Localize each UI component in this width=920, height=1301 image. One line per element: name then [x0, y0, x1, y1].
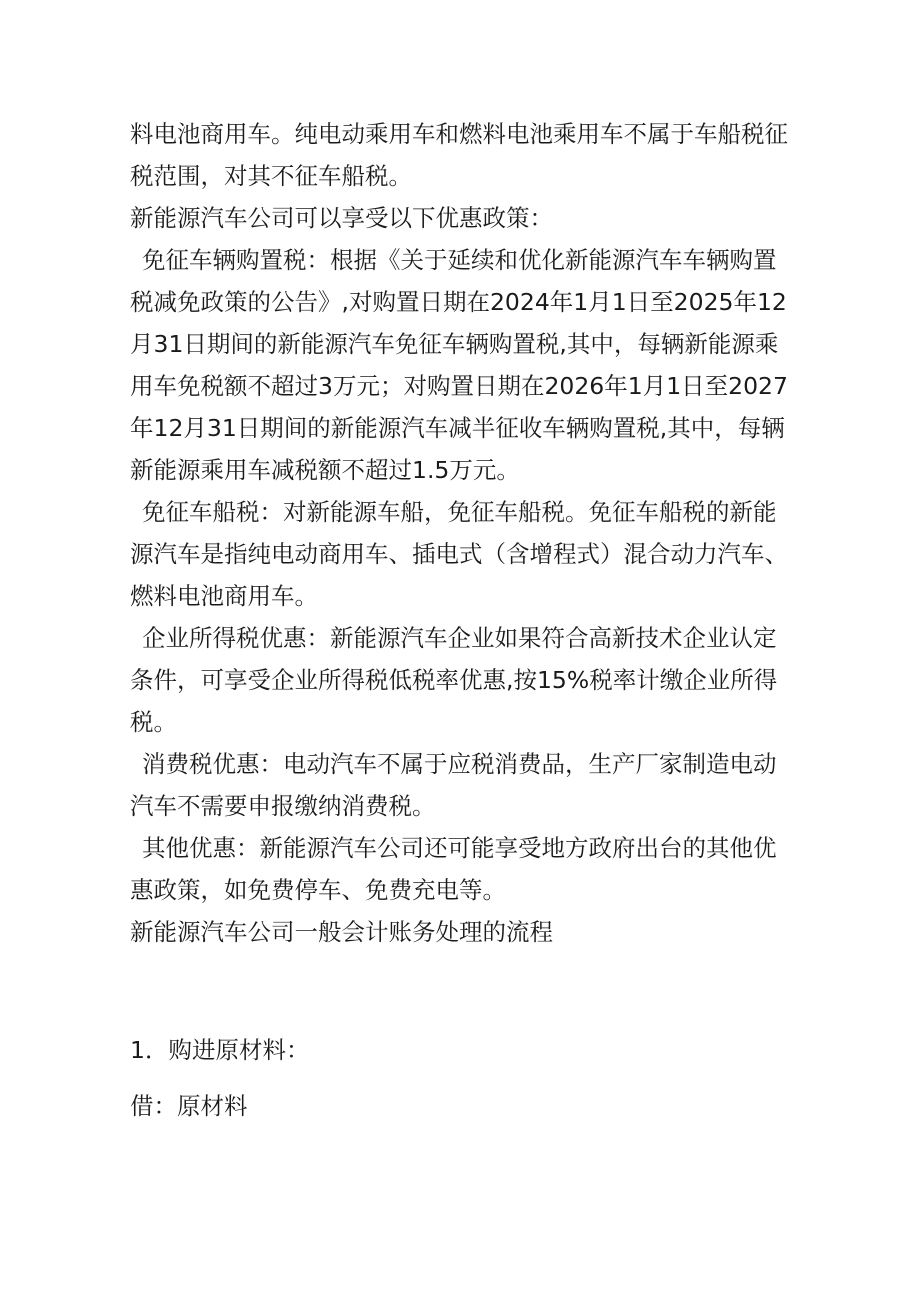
blank-spacer	[130, 953, 795, 1017]
paragraph-policy-intro: 新能源汽车公司可以享受以下优惠政策：	[130, 204, 553, 232]
section-heading-accounting-process: 新能源汽车公司一般会计账务处理的流程	[130, 918, 553, 946]
paragraph-income-tax-preference: 企业所得税优惠：新能源汽车企业如果符合高新技术企业认定条件，可享受企业所得税低税率优惠,按15%税率计缴企业所得税。	[130, 624, 778, 736]
document-body	[130, 113, 795, 1127]
paragraph-consumption-tax-preference: 消费税优惠：电动汽车不属于应税消费品，生产厂家制造电动汽车不需要申报缴纳消费税。	[130, 750, 777, 820]
paragraph-purchase-tax-exemption: 免征车辆购置税：根据《关于延续和优化新能源汽车车辆购置税减免政策的公告》,对购置日期在2024年1月1日至2025年12月31日期间的新能源汽车免征车辆购置税,其中，每辆新能源乘用车免税额不超过3万元；对购置日期在2026年1月1日至2027年12月31日期间的新能源汽车减半征收车辆购置税,其中，每辆新能源乘用车减税额不超过1.5万元。	[130, 246, 788, 484]
paragraph-vehicle-tax-scope: 料电池商用车。纯电动乘用车和燃料电池乘用车不属于车船税征税范围，对其不征车船税。	[130, 120, 788, 190]
paragraph-other-preferences: 其他优惠：新能源汽车公司还可能享受地方政府出台的其他优惠政策，如免费停车、免费充电等。	[130, 834, 777, 904]
journal-entry-debit: 借：原材料	[130, 1092, 248, 1120]
list-item-purchase-materials: 1．购进原材料：	[130, 1036, 310, 1064]
paragraph-vessel-tax-exemption: 免征车船税：对新能源车船，免征车船税。免征车船税的新能源汽车是指纯电动商用车、插电式（含增程式）混合动力汽车、燃料电池商用车。	[130, 498, 788, 610]
